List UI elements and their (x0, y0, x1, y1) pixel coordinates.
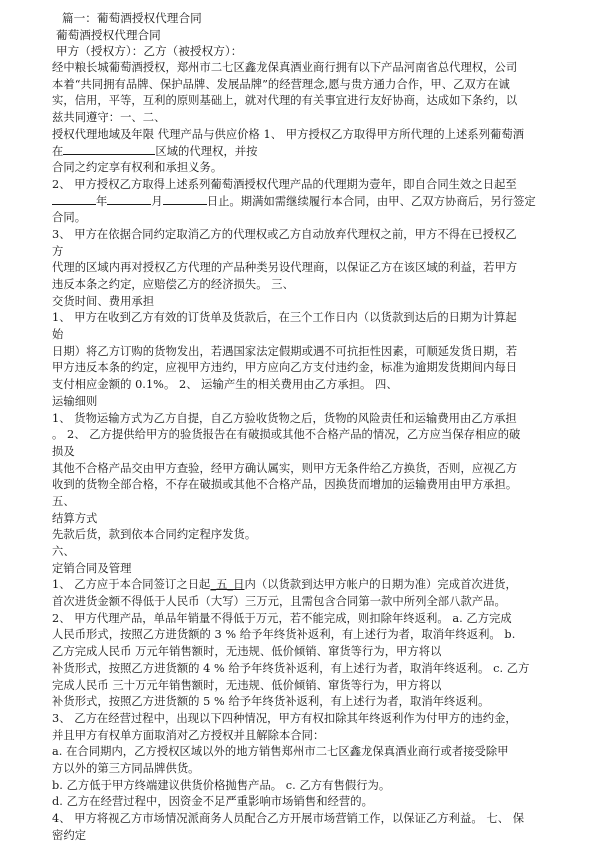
first-order-rest: 内（以货款到达甲方帐户的日期为准）完成首次进货， (244, 578, 517, 592)
paragraph-line: 3、 乙方在经营过程中，出现以下四种情况，甲方有权扣除其年终返利作为付甲方的违约金， (52, 711, 517, 725)
contract-title: 葡萄酒授权代理合同 (56, 27, 161, 42)
paragraph-line: 4、 甲方将视乙方市场情况派商务人员配合乙方开展市场营销工作，以保证乙方利益。 七、 保 (52, 812, 525, 825)
territory-suffix: 区域的代理权，并按 (155, 144, 258, 158)
paragraph-line: 乙方完成人民币 万元年销售额时，无违规、低价倾销、窜货等行为，甲方将以 (52, 645, 442, 659)
paragraph-line: 先款后货，款到依本合同约定程序发货。 (52, 528, 257, 542)
first-order-line (52, 577, 590, 594)
section-heading: 结算方式 (52, 511, 98, 525)
paragraph-line: 补货形式，按照乙方进货额的 5 % 给予年终货补返利，有上述行为者，取消年终返利。 (52, 695, 490, 709)
paragraph-line: 1、 甲方在收到乙方有效的订货单及货款后，在三个工作日内（以货款到达后的日期为计算起 (52, 311, 517, 325)
paragraph-line: 代理的区域内再对授权乙方代理的产品种类另设代理商，以保证乙方在该区域的利益，若甲方 (52, 261, 518, 275)
paragraph-line: a. 在合同期内，乙方授权区域以外的地方销售郑州市二七区鑫龙保真酒业商行或者接受除甲 (52, 745, 509, 759)
paragraph-line: 完成人民币 三十万元年销售额时，无违规、低价倾销、窜货等行为，甲方将以 (52, 678, 442, 692)
paragraph-line: 人民币形式，按照乙方进货额的 3 % 给予年终货补返利，有上述行为者，取消年终返利。 b. (52, 628, 516, 642)
paragraph-line: 违反本条之约定，应赔偿乙方的经济损失。 三、 (52, 278, 294, 291)
paragraph-line: 本着“共同拥有品牌、保护品牌、发展品牌”的经营理念,愿与贵方通力合作，甲、乙双方在诚 (52, 77, 510, 91)
paragraph-line: 合同。 (52, 211, 87, 225)
paragraph-line: 损及 (52, 444, 75, 458)
day-rest: 日止。期满如需继续履行本合同，由甲、乙双方协商后，另行签定 (206, 194, 536, 208)
paragraph-line: 经中粮长城葡萄酒授权，郑州市二七区鑫龙保真酒业商行拥有以下产品河南省总代理权，公司 (52, 61, 518, 75)
section-number: 六、 (52, 545, 75, 558)
paragraph-line: 始 (52, 328, 64, 342)
parties-line: 甲方（授权方）：乙方（被授权方）： (56, 44, 243, 59)
territory-prefix: 在 (52, 144, 64, 158)
paragraph-line: 并且甲方有权单方面取消对乙方授权并且解除本合同： (52, 728, 325, 742)
paragraph-line: 合同之约定享有权利和承担义务。 (52, 161, 223, 175)
paragraph-line: 授权代理地域及年限 代理产品与供应价格 1、 甲方授权乙方取得甲方所代理的上述系列葡萄酒 (52, 127, 525, 141)
year-blank (52, 194, 96, 205)
paragraph-line: 日期）将乙方订购的货物发出，若遇国家法定假期或遇不可抗拒性因素，可顺延发货日期，若 (52, 344, 518, 358)
paragraph-line: 2、 甲方授权乙方取得上述系列葡萄酒授权代理产品的代理期为壹年，即自合同生效之日起至 (52, 177, 517, 191)
paragraph-line: 支付相应金额的 0.1%。 2、 运输产生的相关费用由乙方承担。 四、 (52, 378, 398, 392)
paragraph-line: 方以外的第三方同品牌供货。 (52, 761, 200, 775)
paragraph-line: b. 乙方低于甲方终端建议供货价格抛售产品。 c. 乙方有售假行为。 (52, 778, 391, 792)
term-date-line (52, 194, 590, 211)
section-heading: 运输细则 (52, 394, 98, 408)
territory-line (52, 144, 590, 161)
territory-blank (63, 144, 155, 155)
paragraph-line: 3、 甲方在依据合同约定取消乙方的代理权或乙方自动放弃代理权之前，甲方不得在已授权乙 (52, 227, 517, 241)
month-label: 月 (151, 194, 163, 208)
section-heading: 定销合同及管理 (52, 561, 132, 575)
paragraph-line: 2、 甲方代理产品，单品年销量不得低于万元，若不能完成，则扣除年终返利。 a. 乙方完成 (52, 611, 512, 625)
paragraph-line: 其他不合格产品交由甲方查验，经甲方确认属实，则甲方无条件给乙方换货，否则，应视乙方 (52, 461, 518, 475)
document-heading: 篇一：葡萄酒授权代理合同 (62, 11, 202, 25)
paragraph-line: 兹共同遵守：一、二、 (52, 111, 166, 125)
paragraph-line: 收到的货物全部合格，不存在破损或其他不合格产品，因换货而增加的运输费用由甲方承担。 (52, 478, 518, 492)
paragraph-line: 甲方违反本条的约定，应视甲方违约，甲方应向乙方支付违约金，标准为逾期发货期间内每日 (52, 361, 518, 375)
section-number: 五、 (52, 494, 75, 508)
paragraph-line: 方 (52, 244, 64, 258)
paragraph-line: 密约定 (52, 828, 87, 842)
first-order-days: _五_日 (210, 578, 245, 592)
section-heading: 交货时间、费用承担 (52, 294, 155, 308)
month-blank (107, 194, 151, 205)
year-label: 年 (96, 194, 108, 208)
paragraph-line: 补货形式，按照乙方进货额的 4 % 给予年终货补返利，有上述行为者，取消年终返利。 c. 乙方 (52, 661, 530, 675)
first-order-prefix: 1、 乙方应于本合同签订之日起 (52, 578, 211, 592)
paragraph-line: 。 2、 乙方提供给甲方的验货报告在有破损或其他不合格产品的情况，乙方应当保存相应的破 (52, 428, 521, 442)
paragraph-line: 实，信用，平等，互利的原则基础上，就对代理的有关事宜进行友好协商，达成如下条约，以 (52, 94, 518, 108)
paragraph-line: 1、 货物运输方式为乙方自提，自乙方验收货物之后，货物的风险责任和运输费用由乙方承担 (52, 411, 517, 425)
paragraph-line: 首次进货金额不得低于人民币（大写）三万元，且需包含合同第一款中所列全部八款产品。 (52, 595, 506, 609)
paragraph-line: d. 乙方在经营过程中，因资金不足严重影响市场销售和经营的。 (52, 795, 373, 809)
day-blank (163, 194, 207, 205)
